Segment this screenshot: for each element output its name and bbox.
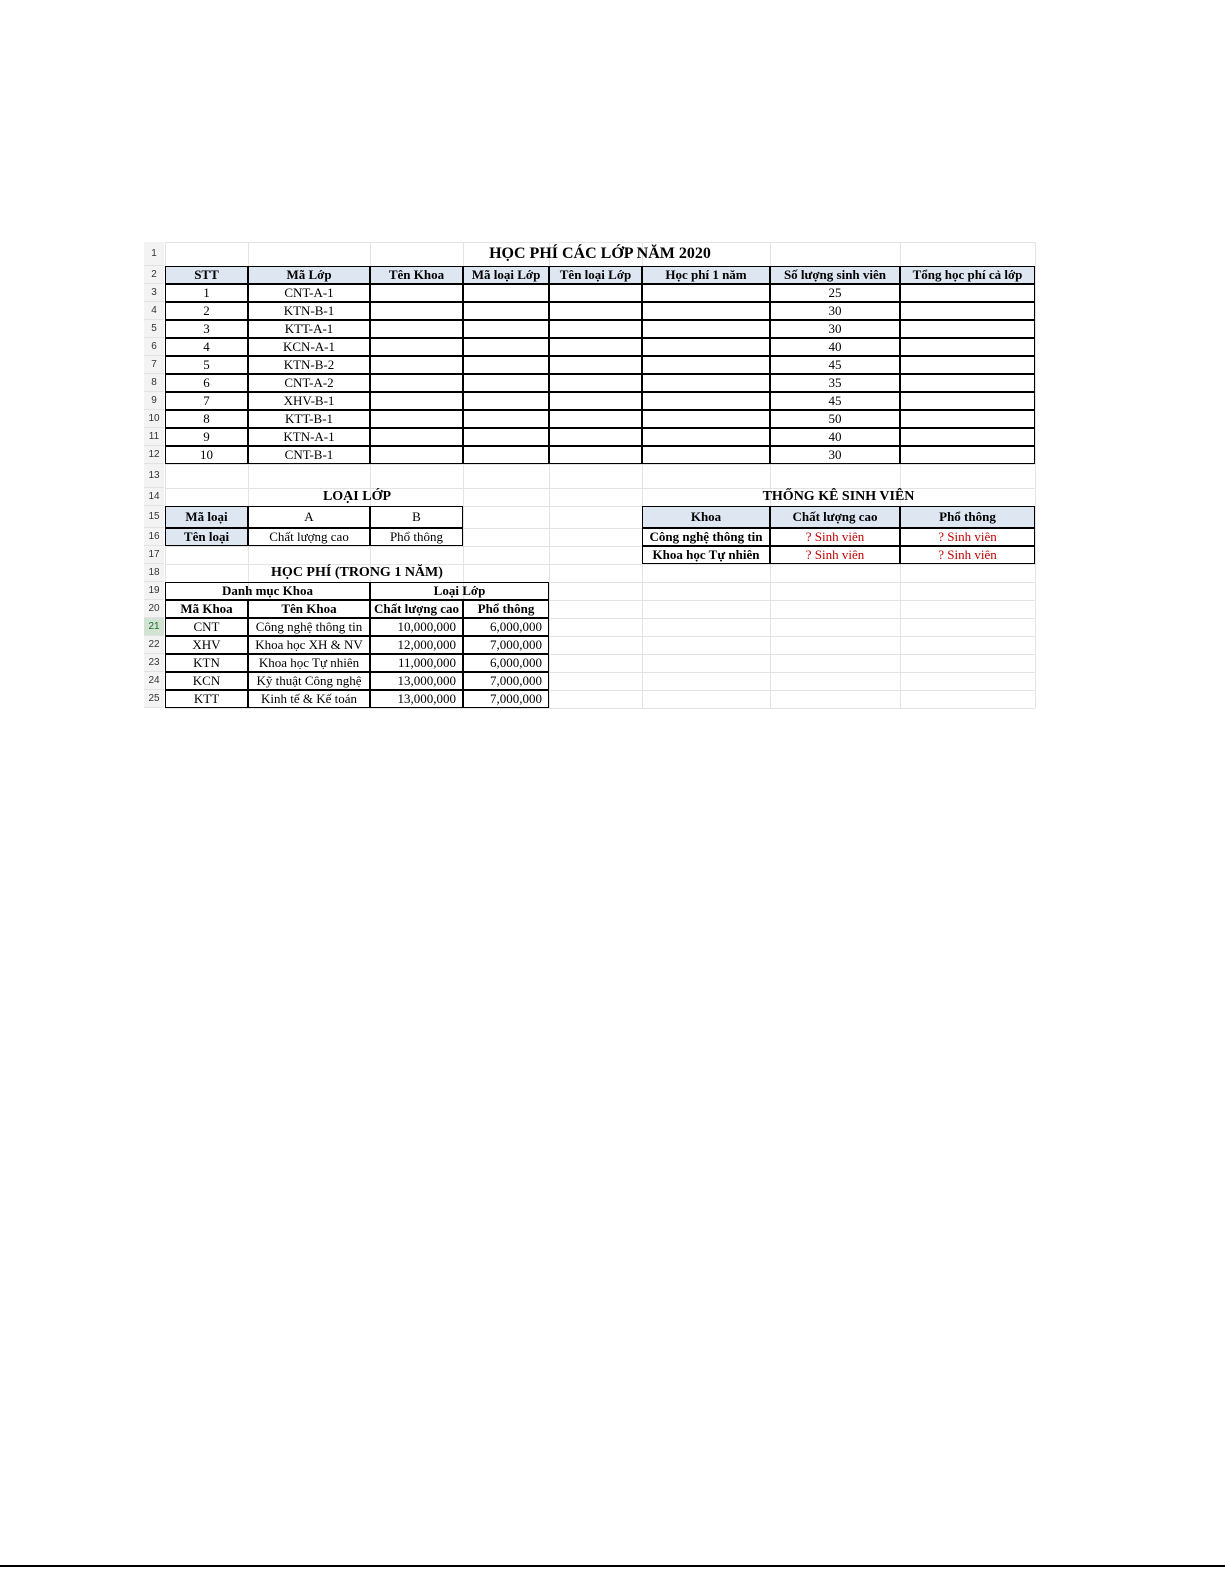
table-cell[interactable] xyxy=(463,284,549,302)
grid-line-horizontal xyxy=(165,708,1035,709)
loai-lop-code[interactable]: A xyxy=(248,506,370,528)
cell-so-luong[interactable]: 45 xyxy=(770,392,900,410)
hoc-phi-header[interactable]: Mã Khoa xyxy=(165,600,248,618)
table-cell[interactable] xyxy=(370,392,463,410)
table-cell[interactable] xyxy=(642,284,770,302)
hoc-phi-chat-luong-cao[interactable]: 13,000,000 xyxy=(370,690,463,708)
row-header[interactable]: 13 xyxy=(144,464,164,488)
column-header[interactable]: Tên loại Lớp xyxy=(549,266,642,284)
cell-so-luong[interactable]: 30 xyxy=(770,302,900,320)
table-cell[interactable] xyxy=(463,446,549,464)
table-cell[interactable] xyxy=(549,374,642,392)
table-cell[interactable] xyxy=(370,320,463,338)
row-header[interactable]: 2 xyxy=(144,266,164,284)
cell-ma-lop[interactable]: CNT-A-2 xyxy=(248,374,370,392)
table-cell[interactable] xyxy=(370,410,463,428)
thong-ke-value[interactable]: ? Sinh viên xyxy=(900,546,1035,564)
sheet-title[interactable]: HỌC PHÍ CÁC LỚP NĂM 2020 xyxy=(489,245,711,262)
table-cell[interactable] xyxy=(900,446,1035,464)
hoc-phi-header[interactable]: Tên Khoa xyxy=(248,600,370,618)
row-header[interactable]: 16 xyxy=(144,528,164,546)
hoc-phi-group-header[interactable]: Danh mục Khoa xyxy=(165,582,370,600)
table-cell[interactable] xyxy=(549,320,642,338)
table-cell[interactable] xyxy=(900,392,1035,410)
table-cell[interactable] xyxy=(642,302,770,320)
row-header[interactable]: 15 xyxy=(144,506,164,528)
table-cell[interactable] xyxy=(549,446,642,464)
thong-ke-khoa[interactable]: Khoa học Tự nhiên xyxy=(642,546,770,564)
hoc-phi-pho-thong[interactable]: 7,000,000 xyxy=(463,690,549,708)
row-header[interactable]: 11 xyxy=(144,428,164,446)
page-bottom-rule xyxy=(0,1565,1225,1567)
hoc-phi-ma-khoa[interactable]: KTN xyxy=(165,654,248,672)
cell-stt[interactable]: 5 xyxy=(165,356,248,374)
thong-ke-header[interactable]: Khoa xyxy=(642,506,770,528)
thong-ke-value[interactable]: ? Sinh viên xyxy=(900,528,1035,546)
cell-so-luong[interactable]: 40 xyxy=(770,428,900,446)
table-cell[interactable] xyxy=(900,356,1035,374)
row-header[interactable]: 21 xyxy=(144,618,164,636)
cell-ma-lop[interactable]: KCN-A-1 xyxy=(248,338,370,356)
table-cell[interactable] xyxy=(370,356,463,374)
table-cell[interactable] xyxy=(900,410,1035,428)
cell-ma-lop[interactable]: KTN-B-1 xyxy=(248,302,370,320)
row-header[interactable]: 10 xyxy=(144,410,164,428)
thong-ke-value[interactable]: ? Sinh viên xyxy=(770,546,900,564)
hoc-phi-ten-khoa[interactable]: Công nghệ thông tin xyxy=(248,618,370,636)
table-cell[interactable] xyxy=(642,428,770,446)
table-cell[interactable] xyxy=(549,410,642,428)
hoc-phi-pho-thong[interactable]: 6,000,000 xyxy=(463,618,549,636)
cell-ma-lop[interactable]: XHV-B-1 xyxy=(248,392,370,410)
loai-lop-name[interactable]: Phổ thông xyxy=(370,528,463,546)
hoc-phi-pho-thong[interactable]: 6,000,000 xyxy=(463,654,549,672)
row-header[interactable]: 17 xyxy=(144,546,164,564)
row-header[interactable]: 18 xyxy=(144,564,164,582)
cell-so-luong[interactable]: 35 xyxy=(770,374,900,392)
table-cell[interactable] xyxy=(463,338,549,356)
table-cell[interactable] xyxy=(370,428,463,446)
table-cell[interactable] xyxy=(642,338,770,356)
hoc-phi-group-header[interactable]: Loại Lớp xyxy=(370,582,549,600)
hoc-phi-ten-khoa[interactable]: Kỹ thuật Công nghệ xyxy=(248,672,370,690)
cell-ma-lop[interactable]: KTN-B-2 xyxy=(248,356,370,374)
cell-stt[interactable]: 4 xyxy=(165,338,248,356)
row-header[interactable]: 24 xyxy=(144,672,164,690)
thong-ke-header[interactable]: Phổ thông xyxy=(900,506,1035,528)
table-cell[interactable] xyxy=(549,338,642,356)
row-header[interactable]: 20 xyxy=(144,600,164,618)
table-cell[interactable] xyxy=(370,374,463,392)
cell-stt[interactable]: 6 xyxy=(165,374,248,392)
row-header[interactable]: 1 xyxy=(144,242,164,266)
cell-so-luong[interactable]: 40 xyxy=(770,338,900,356)
cell-ma-lop[interactable]: KTN-A-1 xyxy=(248,428,370,446)
table-cell[interactable] xyxy=(642,392,770,410)
table-cell[interactable] xyxy=(900,320,1035,338)
table-cell[interactable] xyxy=(463,320,549,338)
hoc-phi-chat-luong-cao[interactable]: 12,000,000 xyxy=(370,636,463,654)
hoc-phi-pho-thong[interactable]: 7,000,000 xyxy=(463,636,549,654)
table-cell[interactable] xyxy=(549,284,642,302)
loai-lop-code[interactable]: B xyxy=(370,506,463,528)
cell-ma-lop[interactable]: CNT-A-1 xyxy=(248,284,370,302)
table-cell[interactable] xyxy=(549,356,642,374)
column-header[interactable]: STT xyxy=(165,266,248,284)
table-cell[interactable] xyxy=(370,338,463,356)
hoc-phi-chat-luong-cao[interactable]: 11,000,000 xyxy=(370,654,463,672)
hoc-phi-ma-khoa[interactable]: KCN xyxy=(165,672,248,690)
table-cell[interactable] xyxy=(463,428,549,446)
row-header[interactable]: 23 xyxy=(144,654,164,672)
hoc-phi-chat-luong-cao[interactable]: 13,000,000 xyxy=(370,672,463,690)
table-cell[interactable] xyxy=(900,374,1035,392)
table-cell[interactable] xyxy=(370,284,463,302)
thong-ke-khoa[interactable]: Công nghệ thông tin xyxy=(642,528,770,546)
hoc-phi-ma-khoa[interactable]: XHV xyxy=(165,636,248,654)
cell-stt[interactable]: 9 xyxy=(165,428,248,446)
column-header[interactable]: Học phí 1 năm xyxy=(642,266,770,284)
loai-lop-title[interactable]: LOẠI LỚP xyxy=(322,489,392,504)
table-cell[interactable] xyxy=(642,410,770,428)
cell-ma-lop[interactable]: KTT-B-1 xyxy=(248,410,370,428)
loai-lop-name[interactable]: Chất lượng cao xyxy=(248,528,370,546)
cell-ma-lop[interactable]: KTT-A-1 xyxy=(248,320,370,338)
cell-ma-lop[interactable]: CNT-B-1 xyxy=(248,446,370,464)
table-cell[interactable] xyxy=(900,302,1035,320)
grid-line-horizontal xyxy=(165,464,1035,465)
thong-ke-header[interactable]: Chất lượng cao xyxy=(770,506,900,528)
table-cell[interactable] xyxy=(900,338,1035,356)
cell-so-luong[interactable]: 25 xyxy=(770,284,900,302)
table-cell[interactable] xyxy=(370,302,463,320)
cell-so-luong[interactable]: 45 xyxy=(770,356,900,374)
loai-lop-label[interactable]: Tên loại xyxy=(165,528,248,546)
column-header[interactable]: Tên Khoa xyxy=(370,266,463,284)
table-cell[interactable] xyxy=(900,428,1035,446)
thong-ke-value[interactable]: ? Sinh viên xyxy=(770,528,900,546)
column-header[interactable]: Mã loại Lớp xyxy=(463,266,549,284)
cell-so-luong[interactable]: 30 xyxy=(770,320,900,338)
column-header[interactable]: Số lượng sinh viên xyxy=(770,266,900,284)
cell-stt[interactable]: 2 xyxy=(165,302,248,320)
table-cell[interactable] xyxy=(463,392,549,410)
row-header[interactable]: 25 xyxy=(144,690,164,708)
table-cell[interactable] xyxy=(549,302,642,320)
hoc-phi-ten-khoa[interactable]: Khoa học XH & NV xyxy=(248,636,370,654)
row-header[interactable]: 3 xyxy=(144,284,164,302)
hoc-phi-title[interactable]: HỌC PHÍ (TRONG 1 NĂM) xyxy=(271,565,443,580)
cell-stt[interactable]: 8 xyxy=(165,410,248,428)
row-header[interactable]: 12 xyxy=(144,446,164,464)
hoc-phi-ma-khoa[interactable]: CNT xyxy=(165,618,248,636)
table-cell[interactable] xyxy=(642,320,770,338)
cell-stt[interactable]: 10 xyxy=(165,446,248,464)
cell-stt[interactable]: 7 xyxy=(165,392,248,410)
loai-lop-label[interactable]: Mã loại xyxy=(165,506,248,528)
hoc-phi-pho-thong[interactable]: 7,000,000 xyxy=(463,672,549,690)
table-cell[interactable] xyxy=(642,374,770,392)
row-header[interactable]: 5 xyxy=(144,320,164,338)
table-cell[interactable] xyxy=(463,302,549,320)
table-cell[interactable] xyxy=(463,356,549,374)
cell-so-luong[interactable]: 30 xyxy=(770,446,900,464)
column-header[interactable]: Tổng học phí cả lớp xyxy=(900,266,1035,284)
hoc-phi-ten-khoa[interactable]: Kinh tế & Kế toán xyxy=(248,690,370,708)
cell-stt[interactable]: 3 xyxy=(165,320,248,338)
row-header[interactable]: 22 xyxy=(144,636,164,654)
column-header[interactable]: Mã Lớp xyxy=(248,266,370,284)
hoc-phi-chat-luong-cao[interactable]: 10,000,000 xyxy=(370,618,463,636)
row-header[interactable]: 4 xyxy=(144,302,164,320)
cell-stt[interactable]: 1 xyxy=(165,284,248,302)
hoc-phi-ma-khoa[interactable]: KTT xyxy=(165,690,248,708)
row-header[interactable]: 6 xyxy=(144,338,164,356)
cell-so-luong[interactable]: 50 xyxy=(770,410,900,428)
hoc-phi-header[interactable]: Chất lượng cao xyxy=(370,600,463,618)
table-cell[interactable] xyxy=(549,428,642,446)
hoc-phi-header[interactable]: Phổ thông xyxy=(463,600,549,618)
row-header[interactable]: 7 xyxy=(144,356,164,374)
table-cell[interactable] xyxy=(642,446,770,464)
row-header[interactable]: 8 xyxy=(144,374,164,392)
table-cell[interactable] xyxy=(642,356,770,374)
table-cell[interactable] xyxy=(900,284,1035,302)
table-cell[interactable] xyxy=(370,446,463,464)
row-header[interactable]: 9 xyxy=(144,392,164,410)
thong-ke-title[interactable]: THỐNG KÊ SINH VIÊN xyxy=(762,489,915,504)
row-header[interactable]: 19 xyxy=(144,582,164,600)
grid-line-vertical xyxy=(1035,242,1036,708)
table-cell[interactable] xyxy=(463,410,549,428)
table-cell[interactable] xyxy=(463,374,549,392)
row-header[interactable]: 14 xyxy=(144,488,164,506)
hoc-phi-ten-khoa[interactable]: Khoa học Tự nhiên xyxy=(248,654,370,672)
table-cell[interactable] xyxy=(549,392,642,410)
